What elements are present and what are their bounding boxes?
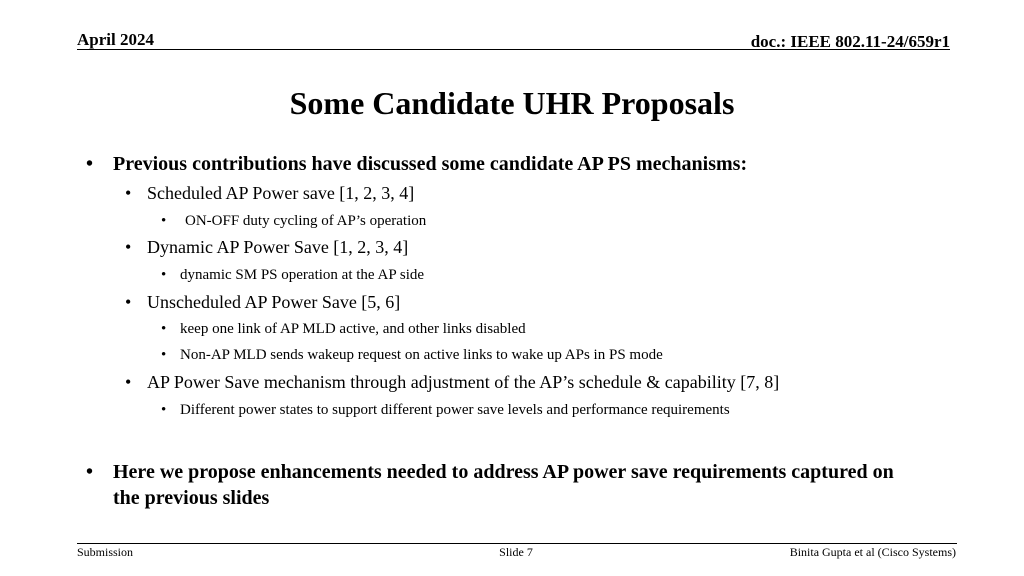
footer-submission: Submission — [77, 545, 134, 559]
footer-slide-number: Slide 7 — [499, 545, 533, 559]
bullet-icon: • — [161, 321, 167, 337]
bullet-l1-continuation: the previous slides — [113, 487, 270, 509]
bullet-l3: Non-AP MLD sends wakeup request on active links to wake up APs in PS mode — [180, 347, 663, 363]
slide-title: Some Candidate UHR Proposals — [289, 85, 735, 121]
bullet-icon: • — [125, 372, 132, 392]
bullet-l2: Scheduled AP Power save [1, 2, 3, 4] — [147, 183, 415, 203]
bullet-l2: Dynamic AP Power Save [1, 2, 3, 4] — [147, 237, 409, 257]
footer-divider — [77, 543, 957, 544]
bullet-icon: • — [86, 153, 94, 175]
bullet-icon: • — [86, 461, 94, 483]
bullet-l3: ON-OFF duty cycling of AP’s operation — [185, 213, 427, 229]
bullet-l1: Previous contributions have discussed some candidate AP PS mechanisms: — [113, 153, 748, 175]
bullet-icon: • — [161, 347, 167, 363]
bullet-l3: Different power states to support different power save levels and performance requirements — [180, 402, 730, 418]
footer-authors: Binita Gupta et al (Cisco Systems) — [789, 545, 956, 559]
bullet-l2: AP Power Save mechanism through adjustment of the AP’s schedule & capability [7, 8] — [147, 372, 780, 392]
bullet-icon: • — [161, 213, 167, 229]
bullet-l3: dynamic SM PS operation at the AP side — [180, 267, 425, 283]
bullet-icon: • — [125, 183, 132, 203]
header-doc-id: doc.: IEEE 802.11-24/659r1 — [750, 32, 950, 51]
bullet-l3: keep one link of AP MLD active, and other links disabled — [180, 321, 526, 337]
bullet-icon: • — [161, 267, 167, 283]
bullet-l1: Here we propose enhancements needed to address AP power save requirements captured on — [113, 461, 894, 483]
header-divider — [77, 49, 950, 50]
header-date: April 2024 — [77, 30, 154, 49]
bullet-icon: • — [125, 292, 132, 312]
bullet-icon: • — [125, 237, 132, 257]
bullet-icon: • — [161, 402, 167, 418]
bullet-l2: Unscheduled AP Power Save [5, 6] — [147, 292, 401, 312]
